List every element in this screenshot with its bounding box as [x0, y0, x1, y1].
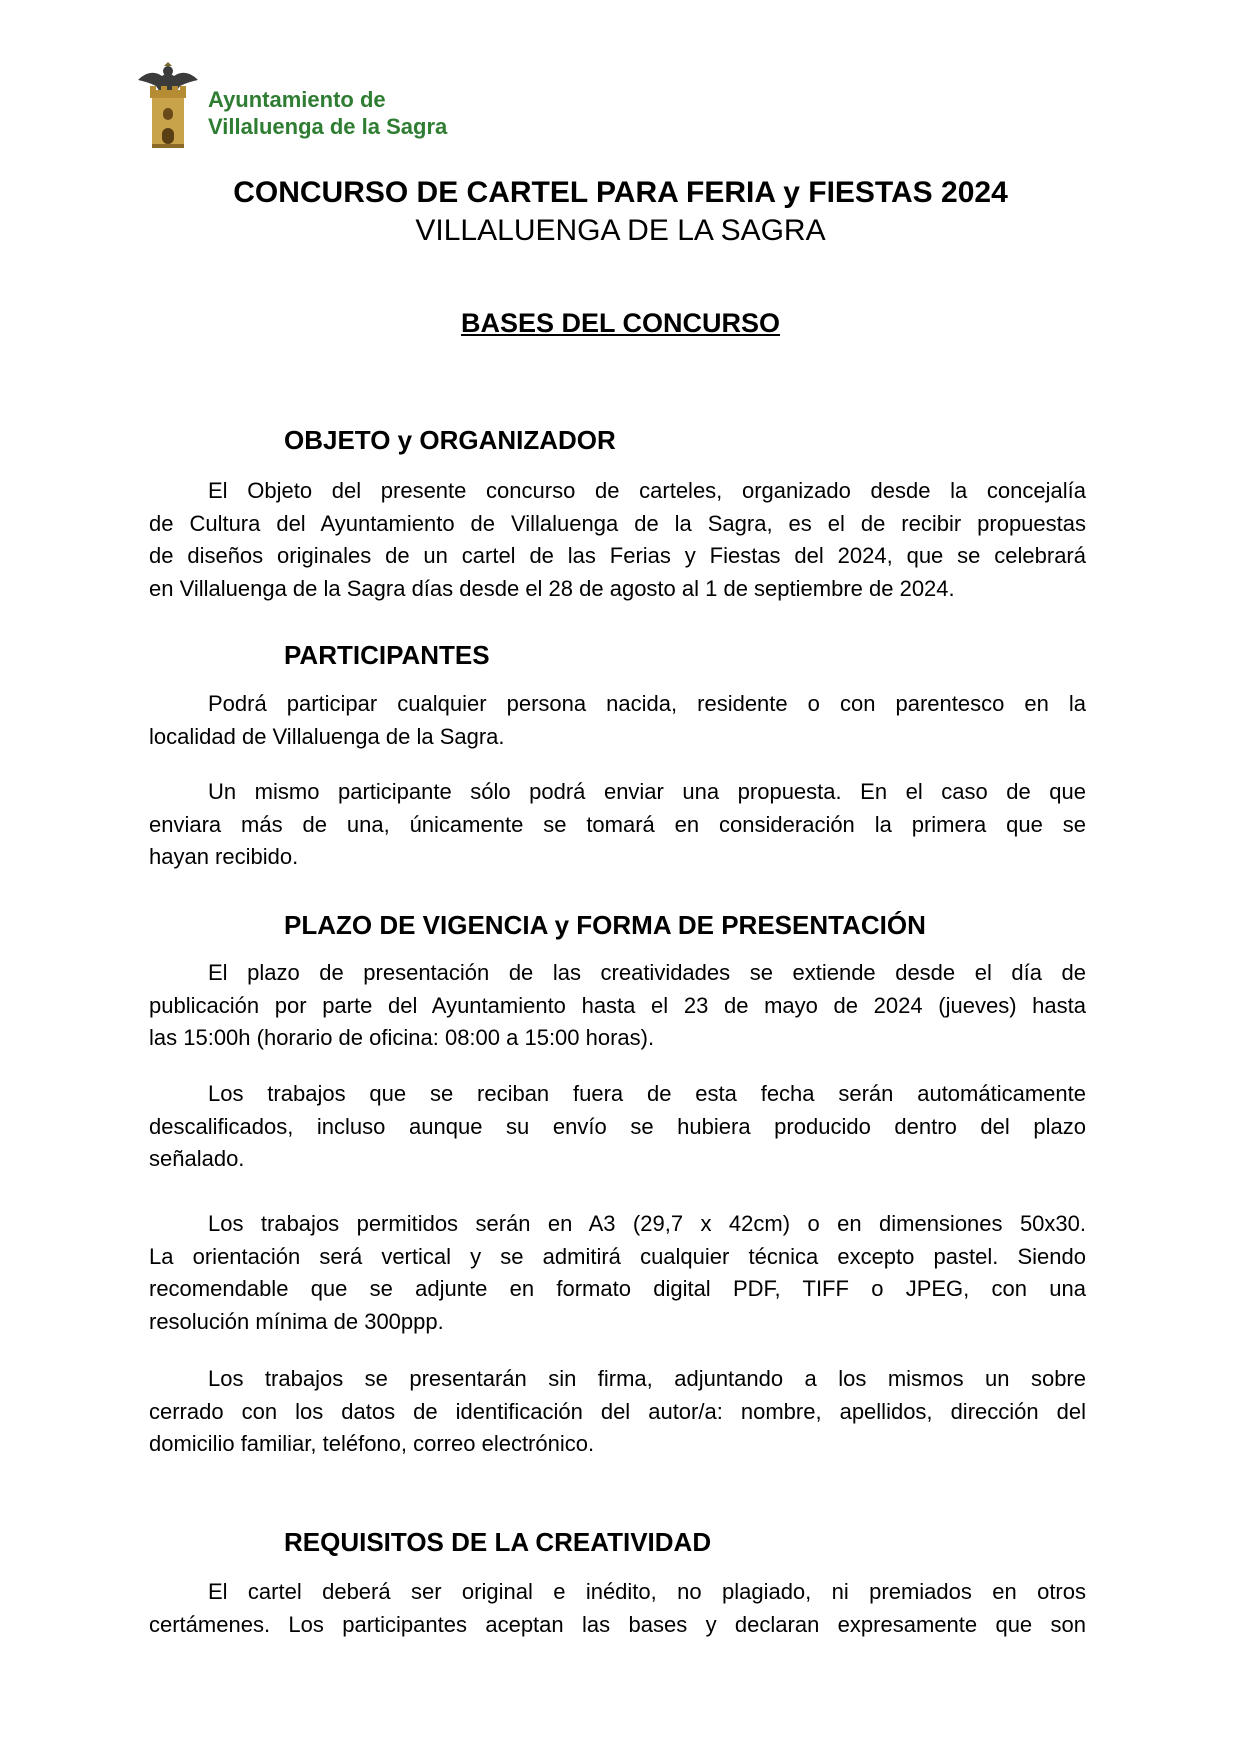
paragraph-line: Podrá participar cualquier persona nacida, residente o con parentesco en la — [208, 691, 1086, 716]
paragraph-line: publicación por parte del Ayuntamiento hasta el 23 de mayo de 2024 (jueves) hasta — [149, 992, 1086, 1018]
paragraph-line: domicilio familiar, teléfono, correo electrónico. — [149, 1431, 595, 1456]
document-title: CONCURSO DE CARTEL PARA FERIA y FIESTAS 2024 — [233, 176, 1008, 209]
paragraph-line: recomendable que se adjunte en formato digital PDF, TIFF o JPEG, con una — [149, 1276, 1086, 1301]
paragraph-line: Un mismo participante sólo podrá enviar una propuesta. En el caso de que — [208, 779, 1086, 804]
paragraph-plazo-2 — [149, 1078, 1086, 1176]
municipal-logo — [136, 62, 466, 150]
paragraph-line: de diseños originales de un cartel de las Ferias y Fiestas del 2024, que se celebrará — [149, 543, 1086, 568]
paragraph-plazo-1 — [149, 957, 1086, 1055]
paragraph-line: certámenes. Los participantes aceptan las bases y declaran expresamente que son — [149, 1611, 1086, 1637]
paragraph-line: descalificados, incluso aunque su envío se hubiera producido dentro del plazo — [149, 1113, 1086, 1139]
paragraph-line: resolución mínima de 300ppp. — [149, 1308, 444, 1334]
paragraph-line: de Cultura del Ayuntamiento de Villaluenga de la Sagra, es el de recibir propuestas — [149, 510, 1086, 536]
paragraph-plazo-4 — [149, 1363, 1086, 1461]
paragraph-line: El plazo de presentación de las creatividades se extiende desde el día de — [208, 960, 1086, 985]
paragraph-line: cerrado con los datos de identificación del autor/a: nombre, apellidos, dirección del — [149, 1398, 1086, 1424]
paragraph-line: El cartel deberá ser original e inédito, no plagiado, ni premiados en otros — [208, 1579, 1086, 1604]
logo-line-1: Ayuntamiento de — [208, 87, 386, 112]
paragraph-line: Los trabajos permitidos serán en A3 (29,7 x 42cm) o en dimensiones 50x30. — [208, 1211, 1086, 1236]
section-heading-participantes: PARTICIPANTES — [284, 640, 490, 670]
paragraph-line: señalado. — [149, 1146, 245, 1171]
paragraph-line: localidad de Villaluenga de la Sagra. — [149, 723, 505, 749]
paragraph-objeto — [149, 475, 1086, 605]
paragraph-participantes-1 — [149, 688, 1086, 753]
bases-heading: BASES DEL CONCURSO — [460, 308, 781, 338]
coat-of-arms-emblem — [136, 62, 200, 148]
paragraph-line: Los trabajos se presentarán sin firma, adjuntando a los mismos un sobre — [208, 1366, 1086, 1391]
paragraph-line: El Objeto del presente concurso de carteles, organizado desde la concejalía — [208, 478, 1086, 503]
paragraph-line: enviara más de una, únicamente se tomará en consideración la primera que se — [149, 811, 1086, 837]
section-heading-requisitos: REQUISITOS DE LA CREATIVIDAD — [284, 1527, 712, 1557]
section-heading-objeto: OBJETO y ORGANIZADOR — [284, 425, 616, 455]
logo-text — [208, 86, 447, 140]
paragraph-line: Los trabajos que se reciban fuera de esta fecha serán automáticamente — [208, 1081, 1086, 1106]
paragraph-requisitos-1 — [149, 1576, 1086, 1641]
section-heading-plazo: PLAZO DE VIGENCIA y FORMA DE PRESENTACIÓN — [284, 910, 926, 940]
paragraph-participantes-2 — [149, 776, 1086, 874]
paragraph-plazo-3 — [149, 1208, 1086, 1338]
document-subtitle: VILLALUENGA DE LA SAGRA — [415, 214, 826, 247]
paragraph-line: las 15:00h (horario de oficina: 08:00 a 15:00 horas). — [149, 1025, 655, 1050]
paragraph-line: en Villaluenga de la Sagra días desde el 28 de agosto al 1 de septiembre de 2024. — [149, 575, 955, 601]
paragraph-line: hayan recibido. — [149, 844, 299, 869]
logo-line-2: Villaluenga de la Sagra — [208, 114, 448, 139]
paragraph-line: La orientación será vertical y se admitirá cualquier técnica excepto pastel. Siendo — [149, 1243, 1086, 1269]
